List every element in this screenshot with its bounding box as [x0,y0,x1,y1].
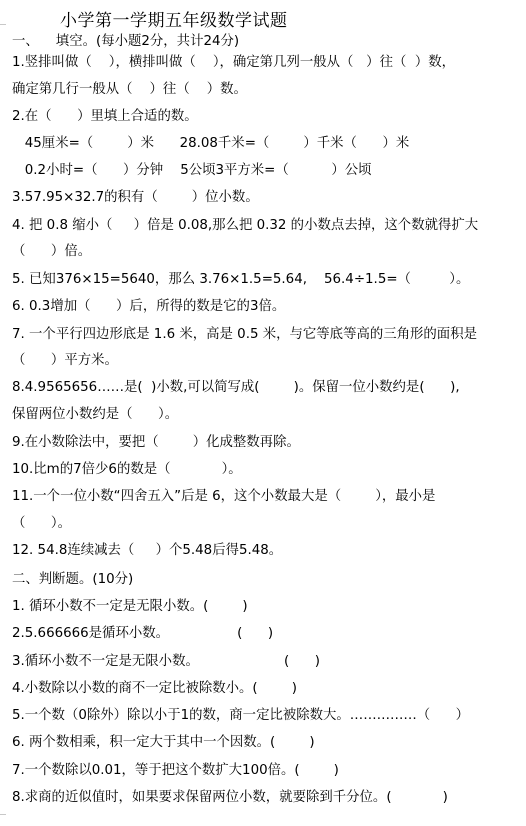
judgment-line: 8.求商的近似值时，如果要求保留两位小数，就要除到千分位。( ) [12,790,448,805]
question-line: 保留两位小数约是（ ）。 [12,407,179,422]
question-line: 4. 把 0.8 缩小（ ）倍是 0.08,那么把 0.32 的小数点去掉，这个数就得扩大 [12,218,479,233]
question-line: 确定第几行一般从（ ）往（ ）数。 [12,82,247,97]
question-line: 2.在（ ）里填上合适的数。 [12,109,198,124]
judgment-line: 4.小数除以小数的商不一定比被除数小。( ) [12,681,297,696]
question-line: 45厘米=（ ）米 28.08千米=（ ）千米（ ）米 [12,136,410,151]
question-line: 9.在小数除法中，要把（ ）化成整数再除。 [12,435,300,450]
judgment-line: 7.一个数除以0.01，等于把这个数扩大100倍。( ) [12,763,339,778]
margin-mark [0,24,6,25]
question-line: （ ）倍。 [12,244,92,259]
question-line: 7. 一个平行四边形底是 1.6 米，高是 0.5 米，与它等底等高的三角形的面积是 [12,327,477,342]
question-line: 3.57.95×32.7的积有（ ）位小数。 [12,190,259,205]
question-line: （ ）。 [12,516,72,531]
judgment-line: 5.一个数（0除外）除以小于1的数，商一定比被除数大。……………（ ） [12,708,470,723]
question-line: 8.4.9565656……是( )小数,可以简写成( )。保留一位小数约是( ), [12,380,460,395]
section-2-heading: 二、判断题。(10分) [12,572,134,587]
page-title: 小学第一学期五年级数学试题 [60,11,288,31]
judgment-line: 1. 循环小数不一定是无限小数。( ) [12,599,248,614]
question-line: 5. 已知376×15=5640，那么 3.76×1.5=5.64, 56.4÷1.5=（ ）。 [12,272,470,287]
question-line: 0.2小时=（ ）分钟 5公顷3平方米=（ ）公顷 [12,163,372,178]
judgment-line: 3.循环小数不一定是无限小数。 ( ) [12,654,320,669]
margin-mark [0,814,6,815]
question-line: 6. 0.3增加（ ）后，所得的数是它的3倍。 [12,299,286,314]
question-line: （ ）平方米。 [12,353,118,368]
question-line: 10.比m的7倍少6的数是（ ）。 [12,462,242,477]
question-line: 12. 54.8连续减去（ ）个5.48后得5.48。 [12,543,283,558]
question-line: 11.一个一位小数“四舍五入”后是 6，这个小数最大是（ ），最小是 [12,489,436,504]
section-1-heading: 一、 填空。(每小题2分，共计24分) [12,34,240,49]
question-line: 1.竖排叫做（ ），横排叫做（ ），确定第几列一般从（ ）往（ ）数， [12,55,456,70]
judgment-line: 2.5.666666是循环小数。 ( ) [12,626,274,641]
judgment-line: 6. 两个数相乘，积一定大于其中一个因数。( ) [12,735,315,750]
